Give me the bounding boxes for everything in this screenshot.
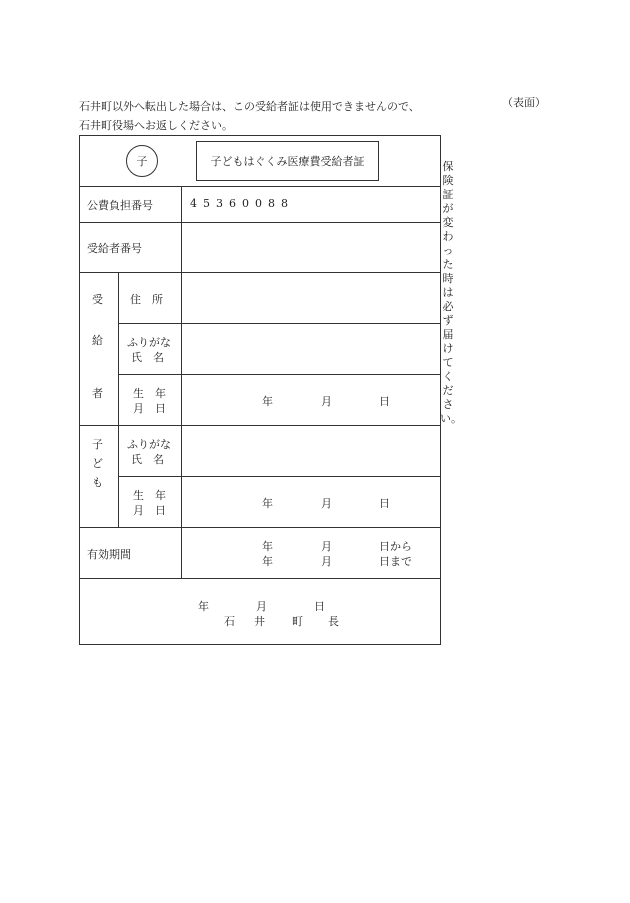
row-divider — [118, 374, 440, 375]
notice-line-1: 石井町以外へ転出した場合は、この受給者証は使用できませんので、 — [79, 100, 420, 113]
recipient-birth-label-2: 月 日 — [133, 402, 166, 415]
issuer-char-2: 井 — [254, 615, 265, 628]
row-divider — [80, 425, 440, 426]
issue-day: 日 — [314, 600, 325, 613]
child-birth-label-2: 月 日 — [133, 504, 166, 517]
issue-year: 年 — [198, 600, 209, 613]
recipient-birth-month: 月 — [321, 395, 332, 408]
seal-circle — [126, 145, 158, 177]
public-number-value: 45360088 — [190, 197, 294, 210]
row-divider — [80, 186, 440, 187]
notice — [79, 97, 420, 135]
row-divider — [80, 272, 440, 273]
child-birth-label-1: 生 年 — [133, 489, 166, 502]
row-divider — [80, 578, 440, 579]
recipient-birth-year: 年 — [262, 395, 273, 408]
child-char-3: も — [92, 476, 103, 489]
validity-label: 有効期間 — [87, 548, 131, 561]
side-label: （表面） — [502, 96, 546, 109]
card-title — [196, 141, 379, 181]
validity-from-year: 年 — [262, 540, 273, 553]
issuer-char-3: 町 — [292, 615, 303, 628]
child-birth-year: 年 — [262, 497, 273, 510]
row-divider — [80, 527, 440, 528]
recipient-char-2: 給 — [92, 334, 103, 347]
validity-from-day: 日から — [379, 540, 412, 553]
recipient-card — [79, 135, 441, 645]
seal-char: 子 — [136, 155, 148, 168]
child-furigana-label: ふりがな — [127, 438, 171, 451]
row-divider — [118, 476, 440, 477]
validity-to-day: 日まで — [379, 555, 412, 568]
column-divider — [118, 272, 119, 527]
validity-to-month: 月 — [321, 555, 332, 568]
recipient-birth-label-1: 生 年 — [133, 387, 166, 400]
child-char-2: ど — [92, 457, 103, 470]
column-divider — [181, 186, 182, 578]
recipient-furigana-label: ふりがな — [127, 336, 171, 349]
child-name-label: 氏 名 — [131, 453, 164, 466]
row-divider — [80, 222, 440, 223]
vertical-notice: 保険証が変わった時は必ず届けてください。 — [440, 160, 462, 425]
recipient-number-label: 受給者番号 — [87, 242, 142, 255]
validity-from-month: 月 — [321, 540, 332, 553]
recipient-birth-day: 日 — [379, 395, 390, 408]
child-birth-month: 月 — [321, 497, 332, 510]
recipient-char-1: 受 — [92, 293, 103, 306]
public-number-label: 公費負担番号 — [87, 199, 153, 212]
issuer-char-4: 長 — [328, 615, 339, 628]
validity-to-year: 年 — [262, 555, 273, 568]
card-title-text: 子どもはぐくみ医療費受給者証 — [210, 155, 365, 168]
child-birth-day: 日 — [379, 497, 390, 510]
recipient-char-3: 者 — [92, 387, 103, 400]
issuer-char-1: 石 — [224, 615, 235, 628]
child-char-1: 子 — [92, 438, 103, 451]
address-label: 住 所 — [130, 293, 163, 306]
issue-month: 月 — [256, 600, 267, 613]
recipient-name-label: 氏 名 — [131, 351, 164, 364]
row-divider — [118, 323, 440, 324]
notice-line-2: 石井町役場へお返しください。 — [79, 119, 233, 132]
